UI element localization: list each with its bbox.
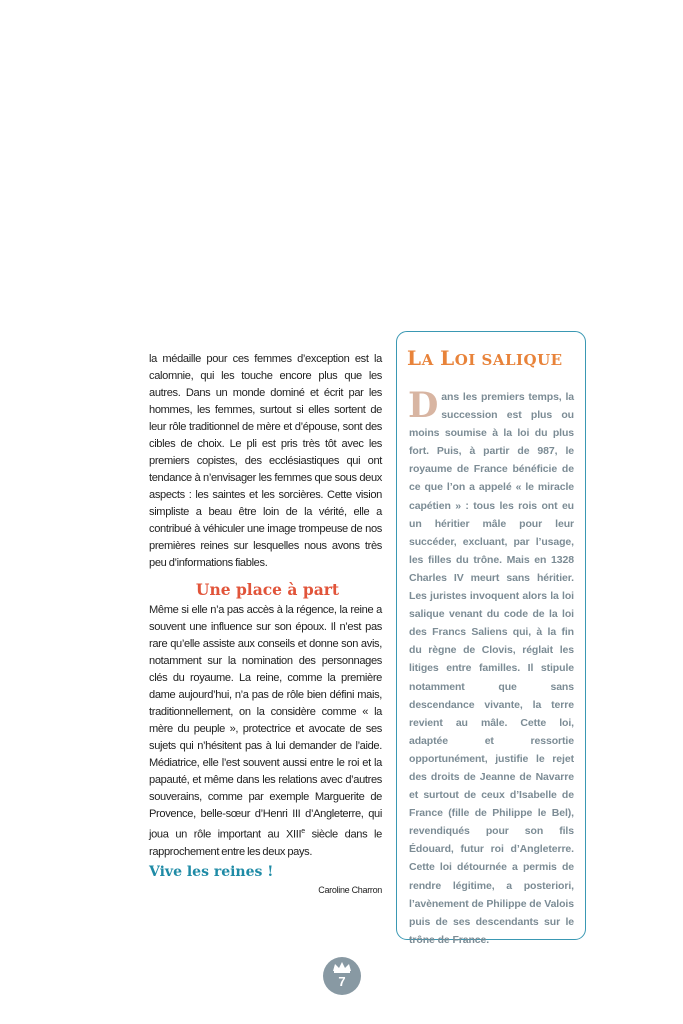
sidebar-title: LA LOI SALIQUE [407, 346, 563, 370]
section-heading: Une place à part [195, 580, 340, 599]
sidebar-body-text: ans les premiers temps, la succession est plus ou moins soumise à la loi du plus fort. Puis, à partir de 987, le royaume de France bénéficie de ce que l’on a appelé « le miracle capétien » : tous les rois ont eu un héritier mâle pour leur succéder, excluant, par l’usage, les filles du trône. Mais en 1328 Charles IV meurt sans héritier. Les juristes invoquent alors la loi salique venant du code de la loi des Francs Saliens qui, à la fin du règne de Clovis, réglait les litiges entre familles. Il stipule notamment que sans descendance vivante, la terre revient au mâle. Cette loi, adaptée et ressortie opportunément, justifie le rejet des droits de Jeanne de Navarre et surtout de ceux d’Isabelle de France (fille de Philippe le Bel), revendiqués pour son fils Édouard, futur roi d’Angleterre. Cette loi détournée a permis de rendre légitime, a posteriori, l’avènement de Philippe de Valois puis de ses descendants sur le trône de France. [409, 391, 574, 946]
section-text-part1: Même si elle n’a pas accès à la régence, la reine a souvent une influence sur son époux. Il n’est pas rare qu’elle assiste aux conseils et donne son avis, notamment sur la nomination des personnages clés du royaume. La reine, comme la première dame aujourd’hui, n’a pas de rôle bien défini mais, traditionnellement, on la considère comme « la mère du peuple », protectrice et avocate de ses sujets qui n’hésitent pas à lui demander de l’aide. Médiatrice, elle l’est souvent aussi entre le roi et la papauté, et même dans les relations avec d’autres souverains, comme par exemple Marguerite de Provence, belle-sœur d’Henri III d’Angleterre, qui joua un rôle important au XIII [149, 604, 382, 841]
section-paragraph [149, 602, 382, 861]
crown-icon [332, 961, 352, 973]
author-signature: Caroline Charron [318, 884, 382, 895]
page-number-badge [323, 957, 361, 995]
sidebar-box [396, 331, 586, 946]
sidebar-text [408, 385, 574, 949]
century-superscript: e [301, 828, 305, 835]
page-number: 7 [338, 974, 346, 989]
closing-heading: Vive les reines ! [149, 863, 274, 880]
intro-paragraph: la médaille pour ces femmes d’exception est la calomnie, qui les touche encore plus que les autres. Dans un monde dominé et écrit par les hommes, les femmes, surtout si elles sortent de leur rôle traditionnel de mère et d’épouse, sont des cibles de choix. Le pli est pris très tôt avec les premiers copistes, des ecclésiastiques qui ont tendance à n’envisager les femmes que sous deux aspects : les saintes et les sorcières. Cette vision simpliste a beau être loin de la vérité, elle a contribué à véhiculer une image trompeuse de nos premières reines sur lesquelles nous avons très peu d’informations fiables. [149, 353, 382, 569]
section-text-part2: siècle dans le rapprochement entre les deux pays. [149, 828, 382, 858]
main-article-column [149, 351, 382, 895]
drop-cap-letter: D [408, 385, 439, 426]
